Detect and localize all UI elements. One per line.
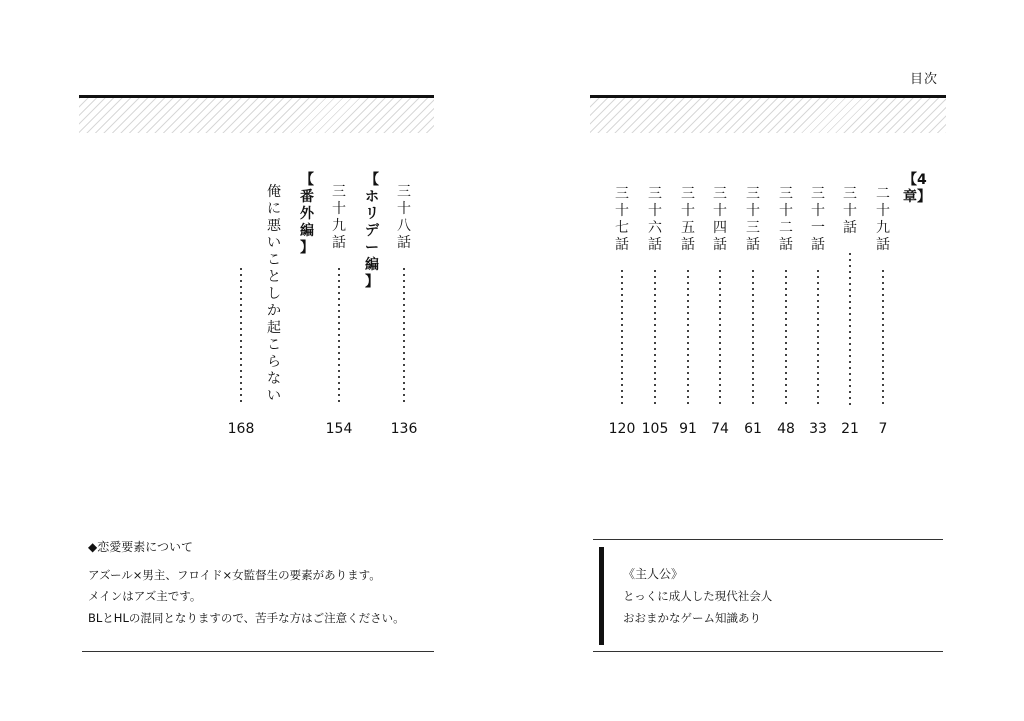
leader-dots [752,268,754,406]
leader-dots [719,268,721,406]
toc-entry-page: 7 [878,421,888,437]
toc-entry-title: 三 十 三 話 [746,186,760,253]
protagonist-heading: 《主人公》 [623,567,684,581]
leader-dots [338,266,340,406]
toc-entry-page: 61 [744,421,762,437]
notice-line-1: アズール×男主、フロイド×女監督生の要素があります。 [88,568,381,582]
protagonist-line-2: おおまかなゲーム知識あり [623,611,761,625]
protagonist-line-1: とっくに成人した現代社会人 [623,589,773,603]
section-heading-extra: 【 番 外 編 】 [300,172,314,256]
toc-entry-title: 三 十 八 話 [397,184,411,251]
leader-dots [849,251,851,406]
protagonist-box [593,539,943,652]
toc-entry-page: 91 [679,421,697,437]
toc-entry-title: 三 十 六 話 [648,186,662,253]
notice-heading: ◆恋愛要素について [88,540,193,554]
toc-entry-page: 136 [390,421,418,437]
toc-entry-page: 33 [809,421,827,437]
notice-box [82,528,434,652]
toc-entry-page: 154 [325,421,353,437]
left-header-band [79,95,434,133]
toc-entry-title: 俺 に 悪 い こ と し か 起 こ ら な い [267,184,281,404]
toc-entry-page: 105 [641,421,669,437]
accent-bar [599,547,604,645]
section-heading-holiday: 【 ホ リ デ ー 編 】 [365,172,379,290]
leader-dots [785,268,787,406]
toc-entry-title: 三 十 話 [843,186,857,236]
toc-entry-title: 三 十 五 話 [681,186,695,253]
leader-dots [621,268,623,406]
toc-entry-page: 168 [227,421,255,437]
leader-dots [687,268,689,406]
toc-entry-page: 48 [777,421,795,437]
chapter-heading: 【4章】 [903,172,931,205]
toc-entry-title: 三 十 四 話 [713,186,727,253]
leader-dots [817,268,819,406]
notice-line-3: BLとHLの混同となりますので、苦手な方はご注意ください。 [88,611,405,625]
leader-dots [403,266,405,406]
leader-dots [882,268,884,406]
leader-dots [240,266,242,406]
right-header-band [590,95,946,133]
toc-entry-page: 120 [608,421,636,437]
toc-entry-page: 74 [711,421,729,437]
leader-dots [654,268,656,406]
toc-entry-page: 21 [841,421,859,437]
toc-entry-title: 三 十 七 話 [615,186,629,253]
toc-entry-title: 三 十 九 話 [332,184,346,251]
toc-header: 目次 [910,72,939,87]
toc-entry-title: 三 十 一 話 [811,186,825,253]
notice-line-2: メインはアズ主です。 [88,589,202,603]
toc-entry-title: 二 十 九 話 [876,186,890,253]
toc-entry-title: 三 十 二 話 [779,186,793,253]
